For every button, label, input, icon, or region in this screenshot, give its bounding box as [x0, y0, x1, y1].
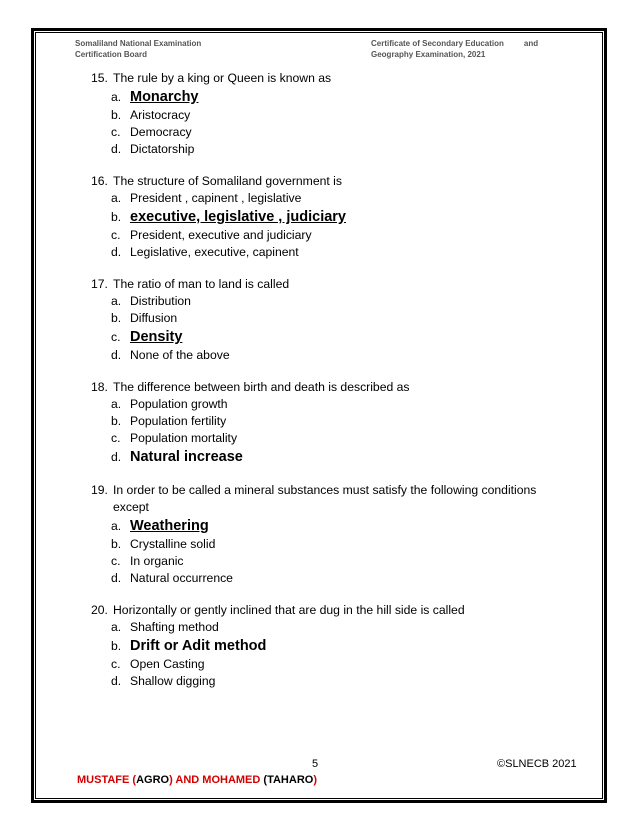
option-letter: c.	[111, 657, 121, 671]
option-letter: d.	[111, 571, 122, 585]
option-letter: c.	[111, 431, 121, 445]
option	[91, 396, 561, 413]
option-text: None of the above	[130, 348, 230, 362]
option-letter: d.	[111, 348, 122, 362]
option-letter: b.	[111, 311, 122, 325]
option	[91, 310, 561, 327]
option-letter: c.	[111, 554, 121, 568]
option-text: Dictatorship	[130, 142, 195, 156]
paren-open: (	[132, 774, 137, 786]
question-20	[91, 602, 561, 690]
question-16	[91, 173, 561, 261]
question-15	[91, 70, 561, 158]
name-mustafe: MUSTAFE	[77, 774, 133, 786]
option	[91, 141, 561, 158]
question-17	[91, 276, 561, 364]
option-letter: d.	[111, 674, 122, 688]
header-left-line1: Somaliland National Examination	[75, 39, 202, 48]
option	[91, 244, 561, 261]
paren-close: )	[169, 774, 173, 786]
option-letter: a.	[111, 397, 122, 411]
nickname-taharo: TAHARO	[267, 774, 314, 786]
option	[91, 673, 561, 690]
header-right-line1: Certificate of Secondary Education	[371, 39, 504, 48]
question-text: Horizontally or gently inclined that are dug in the hill side is called	[113, 603, 465, 617]
option-letter: b.	[111, 639, 122, 653]
option-text: Monarchy	[130, 89, 199, 105]
option-letter: a.	[111, 519, 122, 533]
question-number: 15.	[91, 71, 108, 85]
page-number: 5	[312, 758, 319, 770]
option	[91, 107, 561, 124]
option-answer	[91, 327, 561, 347]
option-text: Distribution	[130, 294, 191, 308]
question-text: The rule by a king or Queen is known as	[113, 71, 332, 85]
option-text: Aristocracy	[130, 108, 191, 122]
option-letter: c.	[111, 330, 121, 344]
nickname-agro: AGRO	[136, 774, 170, 786]
option-text: Crystalline solid	[130, 537, 216, 551]
option-text: Population fertility	[130, 414, 227, 428]
header-right	[371, 38, 538, 60]
option-letter: a.	[111, 294, 122, 308]
option-text: President , capinent , legislative	[130, 191, 302, 205]
header-left	[75, 38, 201, 60]
option-text: executive, legislative , judiciary	[130, 209, 346, 225]
option-text: Democracy	[130, 125, 192, 139]
question-list	[91, 70, 561, 705]
option	[91, 190, 561, 207]
option	[91, 553, 561, 570]
option-text: Natural increase	[130, 449, 243, 465]
question-19	[91, 482, 561, 587]
question-text: The difference between birth and death is described as	[113, 380, 410, 394]
option-letter: d.	[111, 450, 122, 464]
option	[91, 430, 561, 447]
question-number: 16.	[91, 174, 108, 188]
option	[91, 227, 561, 244]
option-text: In organic	[130, 554, 184, 568]
option	[91, 293, 561, 310]
question-text: The structure of Somaliland government is	[113, 174, 342, 188]
question-number: 18.	[91, 380, 108, 394]
option	[91, 619, 561, 636]
option-letter: b.	[111, 210, 122, 224]
option	[91, 413, 561, 430]
question-text: In order to be called a mineral substances must satisfy the following conditions except	[113, 483, 537, 514]
option	[91, 347, 561, 364]
option-text: Density	[130, 329, 183, 345]
option-text: Drift or Adit method	[130, 638, 267, 654]
option-letter: d.	[111, 245, 122, 259]
copyright-notice: ©SLNECB 2021	[497, 758, 577, 770]
question-number: 20.	[91, 603, 108, 617]
paren-close: )	[313, 774, 317, 786]
option-text: Legislative, executive, capinent	[130, 245, 299, 259]
option-text: Shafting method	[130, 620, 219, 634]
header-right-and: and	[523, 39, 539, 48]
option-text: Shallow digging	[130, 674, 216, 688]
option-letter: b.	[111, 537, 122, 551]
option-letter: a.	[111, 620, 122, 634]
option-answer	[91, 516, 561, 536]
option-letter: c.	[111, 228, 121, 242]
option-text: President, executive and judiciary	[130, 228, 312, 242]
option	[91, 570, 561, 587]
option-text: Open Casting	[130, 657, 205, 671]
option-letter: b.	[111, 108, 122, 122]
question-18	[91, 379, 561, 467]
header-right-line2: Geography Examination, 2021	[371, 50, 486, 59]
option	[91, 536, 561, 553]
option-letter: a.	[111, 90, 122, 104]
option-text: Diffusion	[130, 311, 178, 325]
option-text: Population mortality	[130, 431, 238, 445]
option-answer	[91, 447, 561, 467]
paren-open: (	[263, 774, 268, 786]
option	[91, 124, 561, 141]
name-mohamed: AND MOHAMED	[172, 774, 264, 786]
option-answer	[91, 207, 561, 227]
question-number: 17.	[91, 277, 108, 291]
author-names	[77, 774, 317, 786]
option-text: Weathering	[130, 518, 209, 534]
option-letter: b.	[111, 414, 122, 428]
option-letter: d.	[111, 142, 122, 156]
option-text: Natural occurrence	[130, 571, 233, 585]
option-answer	[91, 87, 561, 107]
header-left-line2: Certification Board	[75, 50, 148, 59]
option-answer	[91, 636, 561, 656]
option-letter: a.	[111, 191, 122, 205]
question-number: 19.	[91, 483, 108, 497]
option-text: Population growth	[130, 397, 228, 411]
option-letter: c.	[111, 125, 121, 139]
option	[91, 656, 561, 673]
question-text: The ratio of man to land is called	[113, 277, 290, 291]
